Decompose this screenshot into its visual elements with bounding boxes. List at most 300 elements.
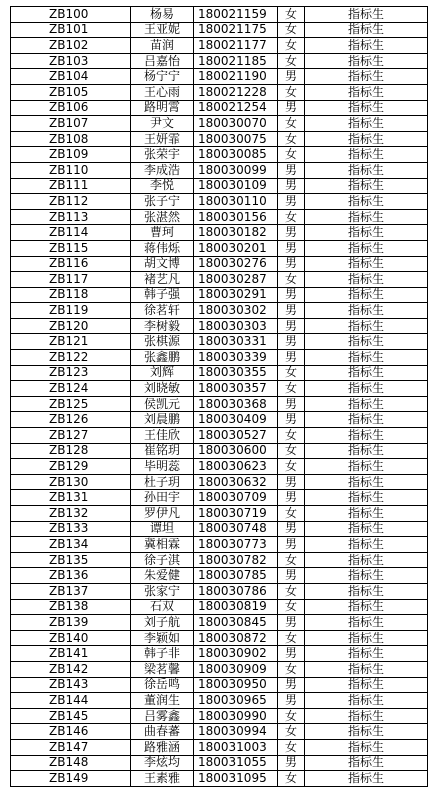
cell-category: 指标生 <box>305 381 428 397</box>
cell-name: 蒋伟烁 <box>131 240 194 256</box>
cell-gender: 男 <box>278 178 305 194</box>
cell-name: 李炫均 <box>131 755 194 771</box>
table-row <box>11 53 428 69</box>
cell-id: ZB141 <box>11 646 131 662</box>
cell-name: 胡文博 <box>131 256 194 272</box>
cell-id: ZB114 <box>11 225 131 241</box>
cell-name: 梁茗馨 <box>131 661 194 677</box>
table-row <box>11 365 428 381</box>
cell-name: 毕明蕊 <box>131 459 194 475</box>
cell-number: 180030156 <box>194 209 278 225</box>
cell-name: 张鑫鹏 <box>131 350 194 366</box>
cell-category: 指标生 <box>305 552 428 568</box>
table-row <box>11 771 428 787</box>
cell-number: 180030085 <box>194 147 278 163</box>
cell-category: 指标生 <box>305 147 428 163</box>
cell-gender: 男 <box>278 615 305 631</box>
table-row <box>11 162 428 178</box>
cell-id: ZB102 <box>11 38 131 54</box>
cell-number: 180030845 <box>194 615 278 631</box>
table-row <box>11 131 428 147</box>
table-row <box>11 552 428 568</box>
table-row <box>11 396 428 412</box>
student-table <box>10 6 428 787</box>
cell-gender: 女 <box>278 84 305 100</box>
cell-category: 指标生 <box>305 693 428 709</box>
cell-number: 180030287 <box>194 272 278 288</box>
cell-category: 指标生 <box>305 506 428 522</box>
cell-number: 180021228 <box>194 84 278 100</box>
table-row <box>11 661 428 677</box>
table-row <box>11 100 428 116</box>
cell-category: 指标生 <box>305 739 428 755</box>
cell-gender: 男 <box>278 194 305 210</box>
cell-category: 指标生 <box>305 256 428 272</box>
cell-number: 180030291 <box>194 287 278 303</box>
cell-category: 指标生 <box>305 100 428 116</box>
cell-category: 指标生 <box>305 583 428 599</box>
cell-number: 180030785 <box>194 568 278 584</box>
cell-id: ZB105 <box>11 84 131 100</box>
table-row <box>11 474 428 490</box>
cell-gender: 女 <box>278 443 305 459</box>
cell-name: 杨宁宁 <box>131 69 194 85</box>
cell-number: 180030075 <box>194 131 278 147</box>
cell-id: ZB147 <box>11 739 131 755</box>
cell-name: 吕嘉怡 <box>131 53 194 69</box>
cell-gender: 女 <box>278 459 305 475</box>
cell-id: ZB103 <box>11 53 131 69</box>
cell-name: 崔铭玥 <box>131 443 194 459</box>
cell-name: 王佳欣 <box>131 428 194 444</box>
table-row <box>11 84 428 100</box>
cell-id: ZB116 <box>11 256 131 272</box>
cell-id: ZB130 <box>11 474 131 490</box>
cell-category: 指标生 <box>305 646 428 662</box>
cell-id: ZB106 <box>11 100 131 116</box>
cell-number: 180030748 <box>194 521 278 537</box>
cell-gender: 男 <box>278 490 305 506</box>
cell-id: ZB134 <box>11 537 131 553</box>
cell-id: ZB138 <box>11 599 131 615</box>
cell-number: 180030782 <box>194 552 278 568</box>
cell-id: ZB133 <box>11 521 131 537</box>
cell-name: 侯凯元 <box>131 396 194 412</box>
table-row <box>11 381 428 397</box>
cell-name: 罗伊凡 <box>131 506 194 522</box>
table-body <box>11 7 428 787</box>
cell-category: 指标生 <box>305 708 428 724</box>
table-row <box>11 755 428 771</box>
cell-name: 冀相霖 <box>131 537 194 553</box>
cell-gender: 男 <box>278 303 305 319</box>
cell-id: ZB143 <box>11 677 131 693</box>
cell-number: 180030902 <box>194 646 278 662</box>
cell-gender: 男 <box>278 240 305 256</box>
cell-number: 180030990 <box>194 708 278 724</box>
cell-gender: 女 <box>278 708 305 724</box>
cell-id: ZB136 <box>11 568 131 584</box>
cell-gender: 男 <box>278 256 305 272</box>
cell-gender: 男 <box>278 755 305 771</box>
cell-number: 180030110 <box>194 194 278 210</box>
cell-gender: 男 <box>278 568 305 584</box>
cell-category: 指标生 <box>305 412 428 428</box>
cell-category: 指标生 <box>305 771 428 787</box>
cell-id: ZB124 <box>11 381 131 397</box>
table-row <box>11 194 428 210</box>
table-row <box>11 693 428 709</box>
cell-id: ZB109 <box>11 147 131 163</box>
cell-name: 王亚妮 <box>131 22 194 38</box>
table-row <box>11 178 428 194</box>
cell-name: 李树毅 <box>131 318 194 334</box>
table-row <box>11 724 428 740</box>
cell-name: 李成浩 <box>131 162 194 178</box>
cell-number: 180031055 <box>194 755 278 771</box>
cell-category: 指标生 <box>305 22 428 38</box>
cell-gender: 女 <box>278 7 305 23</box>
cell-category: 指标生 <box>305 194 428 210</box>
cell-category: 指标生 <box>305 303 428 319</box>
cell-name: 谭坦 <box>131 521 194 537</box>
table-row <box>11 38 428 54</box>
cell-gender: 女 <box>278 381 305 397</box>
cell-gender: 女 <box>278 583 305 599</box>
cell-category: 指标生 <box>305 365 428 381</box>
table-row <box>11 7 428 23</box>
cell-category: 指标生 <box>305 661 428 677</box>
cell-gender: 女 <box>278 53 305 69</box>
cell-category: 指标生 <box>305 84 428 100</box>
table-row <box>11 69 428 85</box>
table-row <box>11 490 428 506</box>
cell-name: 路雅涵 <box>131 739 194 755</box>
cell-category: 指标生 <box>305 350 428 366</box>
cell-name: 徐茗轩 <box>131 303 194 319</box>
table-row <box>11 459 428 475</box>
cell-gender: 女 <box>278 724 305 740</box>
cell-id: ZB112 <box>11 194 131 210</box>
cell-category: 指标生 <box>305 724 428 740</box>
cell-number: 180030355 <box>194 365 278 381</box>
cell-gender: 女 <box>278 771 305 787</box>
cell-number: 180030872 <box>194 630 278 646</box>
cell-gender: 男 <box>278 334 305 350</box>
cell-gender: 男 <box>278 693 305 709</box>
cell-name: 刘辉 <box>131 365 194 381</box>
cell-gender: 女 <box>278 116 305 132</box>
table-row <box>11 521 428 537</box>
cell-number: 180030632 <box>194 474 278 490</box>
cell-name: 韩子非 <box>131 646 194 662</box>
cell-gender: 女 <box>278 22 305 38</box>
cell-name: 杨易 <box>131 7 194 23</box>
cell-gender: 女 <box>278 147 305 163</box>
table-row <box>11 303 428 319</box>
cell-category: 指标生 <box>305 615 428 631</box>
cell-id: ZB127 <box>11 428 131 444</box>
cell-id: ZB132 <box>11 506 131 522</box>
cell-id: ZB125 <box>11 396 131 412</box>
cell-gender: 女 <box>278 131 305 147</box>
cell-gender: 男 <box>278 396 305 412</box>
cell-gender: 女 <box>278 38 305 54</box>
cell-id: ZB149 <box>11 771 131 787</box>
cell-number: 180030368 <box>194 396 278 412</box>
cell-name: 韩子强 <box>131 287 194 303</box>
cell-number: 180031003 <box>194 739 278 755</box>
cell-id: ZB121 <box>11 334 131 350</box>
table-row <box>11 708 428 724</box>
cell-category: 指标生 <box>305 677 428 693</box>
cell-category: 指标生 <box>305 521 428 537</box>
table-row <box>11 350 428 366</box>
cell-category: 指标生 <box>305 178 428 194</box>
cell-category: 指标生 <box>305 537 428 553</box>
cell-id: ZB110 <box>11 162 131 178</box>
cell-number: 180030276 <box>194 256 278 272</box>
table-row <box>11 22 428 38</box>
cell-name: 褚艺凡 <box>131 272 194 288</box>
cell-id: ZB146 <box>11 724 131 740</box>
cell-gender: 男 <box>278 474 305 490</box>
cell-category: 指标生 <box>305 209 428 225</box>
cell-gender: 男 <box>278 350 305 366</box>
cell-name: 曹珂 <box>131 225 194 241</box>
cell-number: 180030819 <box>194 599 278 615</box>
cell-id: ZB119 <box>11 303 131 319</box>
cell-gender: 男 <box>278 677 305 693</box>
cell-number: 180030965 <box>194 693 278 709</box>
cell-id: ZB145 <box>11 708 131 724</box>
cell-number: 180030719 <box>194 506 278 522</box>
cell-name: 张子宁 <box>131 194 194 210</box>
cell-id: ZB137 <box>11 583 131 599</box>
cell-number: 180030409 <box>194 412 278 428</box>
cell-number: 180030201 <box>194 240 278 256</box>
table-row <box>11 599 428 615</box>
cell-gender: 女 <box>278 599 305 615</box>
table-row <box>11 506 428 522</box>
cell-id: ZB104 <box>11 69 131 85</box>
table-row <box>11 443 428 459</box>
cell-category: 指标生 <box>305 599 428 615</box>
cell-number: 180021254 <box>194 100 278 116</box>
cell-name: 孙田宇 <box>131 490 194 506</box>
cell-id: ZB148 <box>11 755 131 771</box>
cell-gender: 女 <box>278 630 305 646</box>
cell-category: 指标生 <box>305 131 428 147</box>
table-row <box>11 240 428 256</box>
cell-number: 180021185 <box>194 53 278 69</box>
cell-gender: 男 <box>278 537 305 553</box>
cell-number: 180030909 <box>194 661 278 677</box>
cell-category: 指标生 <box>305 116 428 132</box>
cell-id: ZB123 <box>11 365 131 381</box>
table-row <box>11 272 428 288</box>
cell-category: 指标生 <box>305 630 428 646</box>
table-row <box>11 209 428 225</box>
cell-category: 指标生 <box>305 69 428 85</box>
cell-id: ZB118 <box>11 287 131 303</box>
table-row <box>11 583 428 599</box>
cell-name: 张湛然 <box>131 209 194 225</box>
cell-id: ZB101 <box>11 22 131 38</box>
cell-gender: 女 <box>278 661 305 677</box>
cell-id: ZB108 <box>11 131 131 147</box>
cell-id: ZB120 <box>11 318 131 334</box>
cell-id: ZB139 <box>11 615 131 631</box>
table-row <box>11 287 428 303</box>
cell-name: 王心雨 <box>131 84 194 100</box>
cell-number: 180030303 <box>194 318 278 334</box>
cell-category: 指标生 <box>305 225 428 241</box>
table-row <box>11 412 428 428</box>
cell-name: 刘晓敏 <box>131 381 194 397</box>
cell-id: ZB122 <box>11 350 131 366</box>
cell-name: 尹文 <box>131 116 194 132</box>
table-row <box>11 147 428 163</box>
cell-name: 曲春蕃 <box>131 724 194 740</box>
cell-number: 180030950 <box>194 677 278 693</box>
table-row <box>11 537 428 553</box>
cell-id: ZB107 <box>11 116 131 132</box>
cell-number: 180030600 <box>194 443 278 459</box>
cell-id: ZB135 <box>11 552 131 568</box>
cell-gender: 女 <box>278 739 305 755</box>
table-row <box>11 615 428 631</box>
table-row <box>11 630 428 646</box>
cell-category: 指标生 <box>305 396 428 412</box>
cell-category: 指标生 <box>305 240 428 256</box>
cell-id: ZB100 <box>11 7 131 23</box>
cell-category: 指标生 <box>305 334 428 350</box>
cell-gender: 男 <box>278 412 305 428</box>
cell-number: 180030302 <box>194 303 278 319</box>
cell-number: 180030623 <box>194 459 278 475</box>
cell-category: 指标生 <box>305 318 428 334</box>
cell-name: 刘子航 <box>131 615 194 631</box>
cell-number: 180021190 <box>194 69 278 85</box>
cell-number: 180030527 <box>194 428 278 444</box>
cell-name: 朱爱健 <box>131 568 194 584</box>
cell-number: 180030070 <box>194 116 278 132</box>
table-row <box>11 428 428 444</box>
cell-id: ZB128 <box>11 443 131 459</box>
cell-name: 张荣宇 <box>131 147 194 163</box>
table-row <box>11 225 428 241</box>
cell-number: 180030786 <box>194 583 278 599</box>
cell-gender: 男 <box>278 521 305 537</box>
cell-number: 180030339 <box>194 350 278 366</box>
cell-name: 刘晨鹏 <box>131 412 194 428</box>
cell-id: ZB140 <box>11 630 131 646</box>
table-row <box>11 116 428 132</box>
cell-category: 指标生 <box>305 474 428 490</box>
cell-id: ZB113 <box>11 209 131 225</box>
cell-name: 张家宁 <box>131 583 194 599</box>
cell-gender: 女 <box>278 272 305 288</box>
cell-id: ZB144 <box>11 693 131 709</box>
cell-name: 李颖如 <box>131 630 194 646</box>
cell-id: ZB142 <box>11 661 131 677</box>
table-row <box>11 256 428 272</box>
cell-gender: 男 <box>278 69 305 85</box>
cell-gender: 男 <box>278 318 305 334</box>
cell-number: 180030099 <box>194 162 278 178</box>
cell-name: 吕雾鑫 <box>131 708 194 724</box>
cell-category: 指标生 <box>305 428 428 444</box>
cell-gender: 女 <box>278 365 305 381</box>
cell-id: ZB111 <box>11 178 131 194</box>
cell-number: 180021175 <box>194 22 278 38</box>
cell-category: 指标生 <box>305 490 428 506</box>
table-row <box>11 646 428 662</box>
cell-name: 杜子玥 <box>131 474 194 490</box>
table-row <box>11 318 428 334</box>
cell-id: ZB131 <box>11 490 131 506</box>
cell-number: 180030773 <box>194 537 278 553</box>
cell-category: 指标生 <box>305 755 428 771</box>
cell-category: 指标生 <box>305 53 428 69</box>
cell-name: 李悦 <box>131 178 194 194</box>
cell-number: 180030182 <box>194 225 278 241</box>
cell-name: 路明霄 <box>131 100 194 116</box>
cell-gender: 女 <box>278 552 305 568</box>
cell-number: 180030709 <box>194 490 278 506</box>
cell-id: ZB115 <box>11 240 131 256</box>
cell-category: 指标生 <box>305 162 428 178</box>
cell-category: 指标生 <box>305 287 428 303</box>
cell-name: 张棋源 <box>131 334 194 350</box>
cell-number: 180021177 <box>194 38 278 54</box>
cell-gender: 女 <box>278 428 305 444</box>
cell-gender: 男 <box>278 162 305 178</box>
cell-name: 徐子淇 <box>131 552 194 568</box>
cell-name: 王妍霏 <box>131 131 194 147</box>
cell-id: ZB129 <box>11 459 131 475</box>
cell-gender: 男 <box>278 100 305 116</box>
cell-gender: 女 <box>278 506 305 522</box>
cell-number: 180030994 <box>194 724 278 740</box>
table-row <box>11 677 428 693</box>
table-row <box>11 568 428 584</box>
cell-name: 徐岳鸣 <box>131 677 194 693</box>
cell-gender: 男 <box>278 225 305 241</box>
table-row <box>11 739 428 755</box>
cell-category: 指标生 <box>305 7 428 23</box>
cell-name: 石双 <box>131 599 194 615</box>
cell-gender: 男 <box>278 287 305 303</box>
cell-name: 王素雅 <box>131 771 194 787</box>
table-row <box>11 334 428 350</box>
cell-number: 180030331 <box>194 334 278 350</box>
cell-category: 指标生 <box>305 568 428 584</box>
cell-category: 指标生 <box>305 272 428 288</box>
cell-category: 指标生 <box>305 443 428 459</box>
cell-number: 180030109 <box>194 178 278 194</box>
cell-id: ZB126 <box>11 412 131 428</box>
cell-number: 180030357 <box>194 381 278 397</box>
cell-name: 董润生 <box>131 693 194 709</box>
cell-gender: 女 <box>278 209 305 225</box>
cell-gender: 男 <box>278 646 305 662</box>
cell-name: 苗润 <box>131 38 194 54</box>
cell-category: 指标生 <box>305 459 428 475</box>
cell-number: 180031095 <box>194 771 278 787</box>
cell-number: 180021159 <box>194 7 278 23</box>
